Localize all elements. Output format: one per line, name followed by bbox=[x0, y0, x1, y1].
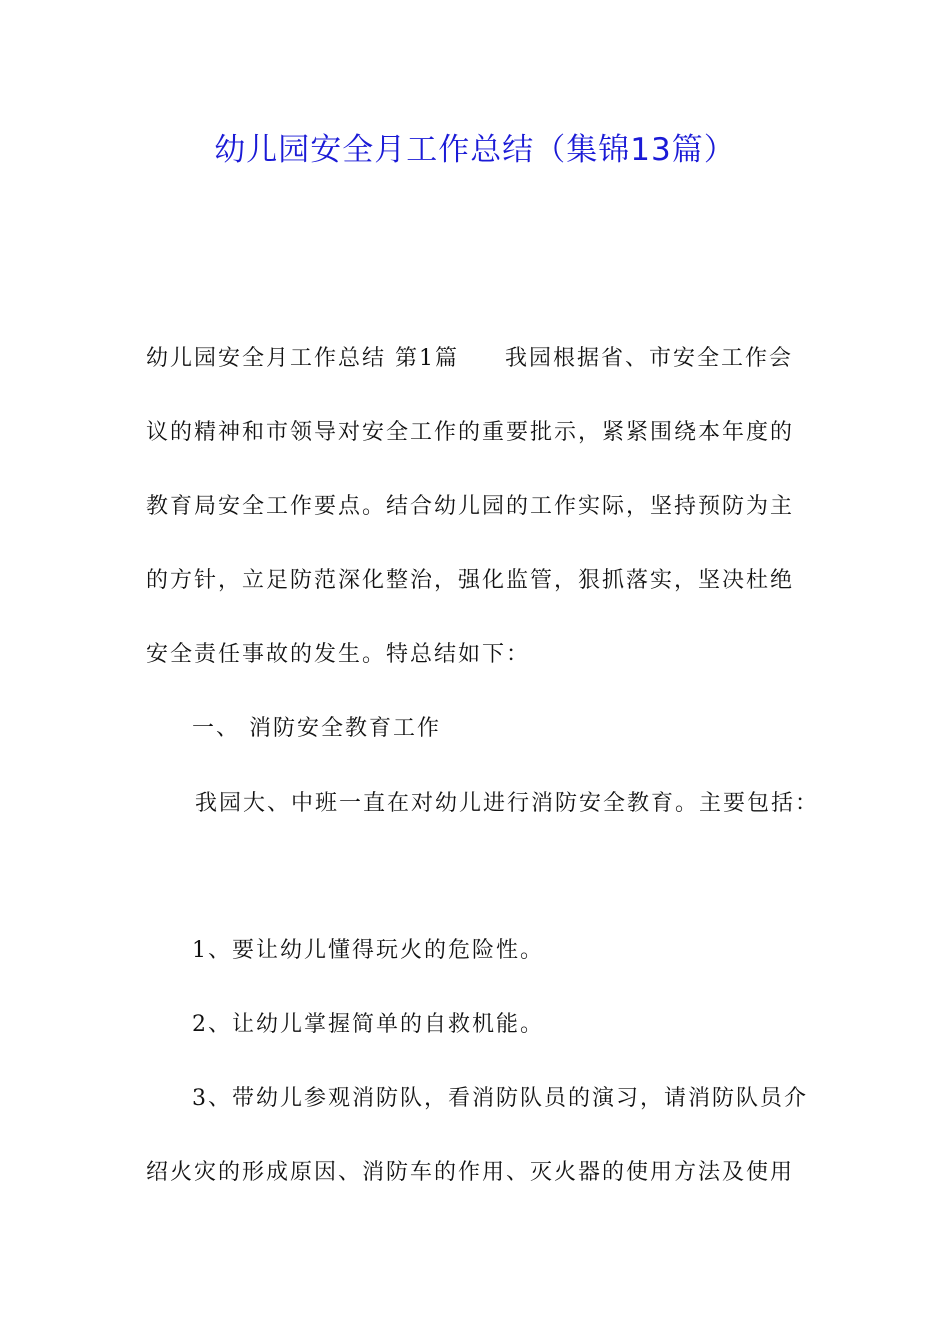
list-item-3-line-2: 绍火灾的形成原因、消防车的作用、灭火器的使用方法及使用 bbox=[146, 1160, 795, 1185]
section-heading-1: 一、 消防安全教育工作 bbox=[192, 716, 441, 741]
paragraph-intro: 我园大、中班一直在对幼儿进行消防安全教育。主要包括： bbox=[195, 791, 820, 816]
paragraph-text: 我园根据省、市安全工作会 bbox=[505, 346, 794, 371]
section-heading: 幼儿园安全月工作总结 第1篇 bbox=[146, 346, 459, 371]
paragraph-line-1 bbox=[146, 341, 793, 377]
paragraph-line-3: 教育局安全工作要点。结合幼儿园的工作实际，坚持预防为主 bbox=[146, 494, 795, 519]
paragraph-line-2: 议的精神和市领导对安全工作的重要批示，紧紧围绕本年度的 bbox=[146, 420, 795, 445]
list-item-3-line-1: 3、带幼儿参观消防队，看消防队员的演习，请消防队员介 bbox=[192, 1086, 808, 1111]
document-title: 幼儿园安全月工作总结（集锦13篇） bbox=[214, 132, 736, 168]
list-item-2: 2、让幼儿掌握简单的自救机能。 bbox=[192, 1012, 544, 1037]
paragraph-line-5: 安全责任事故的发生。特总结如下： bbox=[146, 642, 531, 667]
list-item-1: 1、要让幼儿懂得玩火的危险性。 bbox=[192, 938, 544, 963]
paragraph-line-4: 的方针，立足防范深化整治，强化监管，狠抓落实，坚决杜绝 bbox=[146, 568, 795, 593]
